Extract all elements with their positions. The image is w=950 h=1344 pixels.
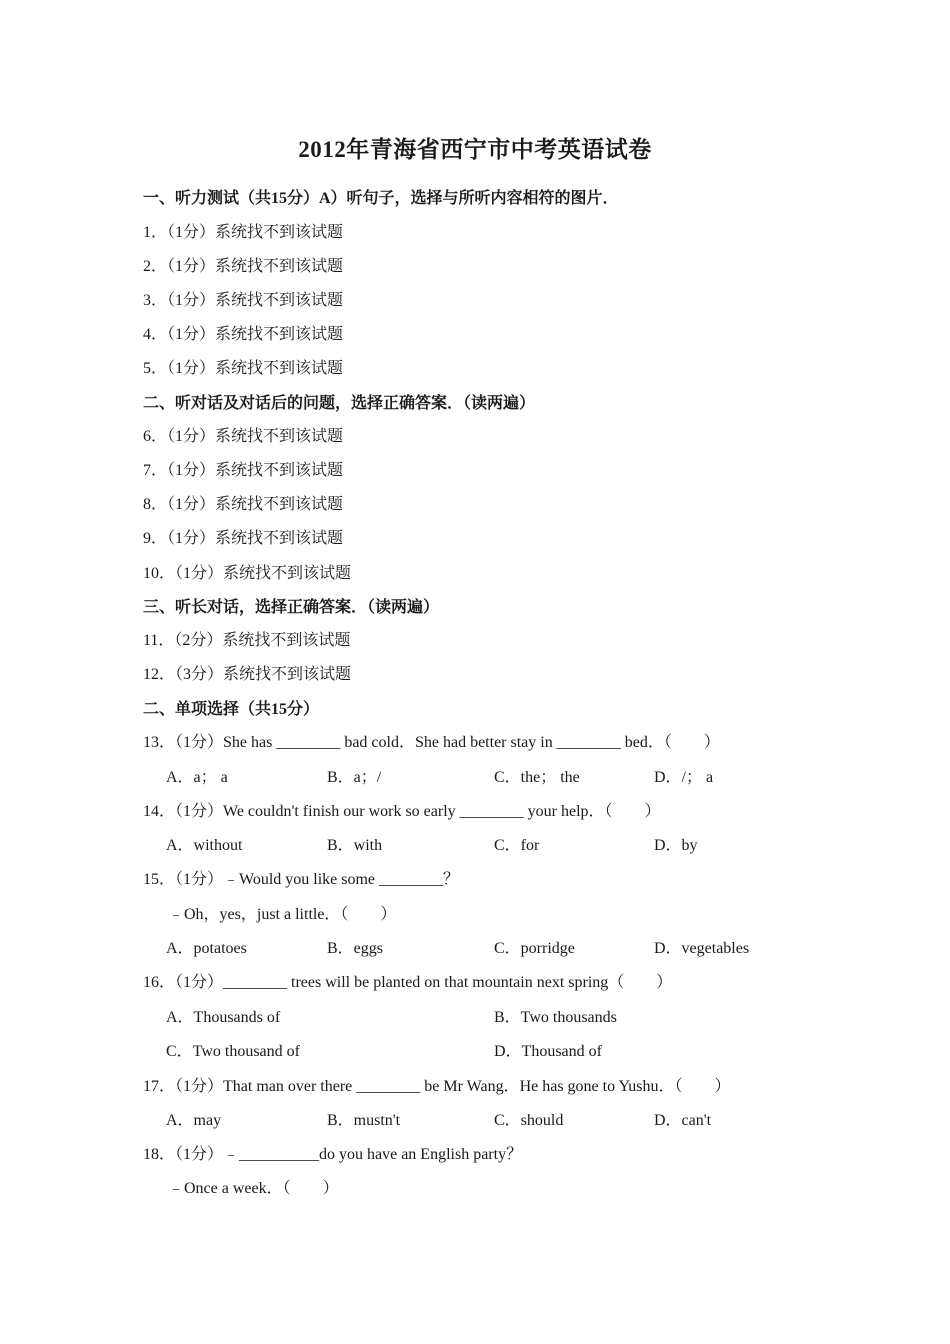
page-title: 2012年青海省西宁市中考英语试卷 — [298, 137, 652, 162]
question-15-option-b: B．eggs — [327, 940, 384, 957]
question-16-option-a: A．Thousands of — [166, 1009, 281, 1026]
question-3: 3．（1分）系统找不到该试题 — [143, 292, 344, 309]
question-13-option-c: C．the； the — [494, 769, 580, 786]
question-18: 18．（1分）﹣__________do you have an English party？ — [143, 1146, 523, 1163]
section-heading-long-dialogues: 三、听长对话，选择正确答案．（读两遍） — [143, 599, 440, 616]
question-16-option-d: D．Thousand of — [494, 1043, 602, 1060]
question-4: 4．（1分）系统找不到该试题 — [143, 326, 344, 343]
question-14-option-a: A．without — [166, 837, 243, 854]
section-heading-single-choice: 二、单项选择（共15分） — [143, 701, 320, 718]
question-1: 1．（1分）系统找不到该试题 — [143, 224, 344, 241]
question-6: 6．（1分）系统找不到该试题 — [143, 428, 344, 445]
question-9: 9．（1分）系统找不到该试题 — [143, 530, 344, 547]
question-17-option-a: A．may — [166, 1112, 222, 1129]
question-15-option-d: D．vegetables — [654, 940, 750, 957]
question-16-option-b: B．Two thousands — [494, 1009, 617, 1026]
question-13-option-b: B．a；/ — [327, 769, 382, 786]
question-15-option-a: A．potatoes — [166, 940, 247, 957]
question-15-reply: ﹣Oh，yes，just a little．（ ） — [168, 906, 397, 923]
question-17: 17．（1分）That man over there ________ be Mr Wang．He has gone to Yushu．（ ） — [143, 1078, 731, 1095]
question-14-option-c: C．for — [494, 837, 540, 854]
question-8: 8．（1分）系统找不到该试题 — [143, 496, 344, 513]
question-17-option-c: C．should — [494, 1112, 564, 1129]
question-11: 11．（2分）系统找不到该试题 — [143, 632, 351, 649]
section-heading-listening: 一、听力测试（共15分）A）听句子，选择与所听内容相符的图片． — [143, 190, 619, 207]
question-13: 13．（1分）She has ________ bad cold．She had better stay in ________ bed．（ ） — [143, 734, 720, 751]
question-16-option-c: C．Two thousand of — [166, 1043, 300, 1060]
question-12: 12．（3分）系统找不到该试题 — [143, 666, 352, 683]
question-7: 7．（1分）系统找不到该试题 — [143, 462, 344, 479]
question-15: 15．（1分）﹣Would you like some ________？ — [143, 871, 460, 888]
question-18-reply: ﹣Once a week．（ ） — [168, 1180, 339, 1197]
question-14-option-b: B．with — [327, 837, 383, 854]
question-15-option-c: C．porridge — [494, 940, 575, 957]
question-14: 14．（1分）We couldn't finish our work so early ________ your help．（ ） — [143, 803, 661, 820]
question-13-option-a: A．a； a — [166, 769, 228, 786]
question-13-option-d: D．/； a — [654, 769, 714, 786]
question-2: 2．（1分）系统找不到该试题 — [143, 258, 344, 275]
question-17-option-d: D．can't — [654, 1112, 712, 1129]
section-heading-dialogues: 二、听对话及对话后的问题，选择正确答案．（读两遍） — [143, 395, 536, 412]
question-10: 10．（1分）系统找不到该试题 — [143, 565, 352, 582]
question-17-option-b: B．mustn't — [327, 1112, 401, 1129]
question-5: 5．（1分）系统找不到该试题 — [143, 360, 344, 377]
question-14-option-d: D．by — [654, 837, 698, 854]
question-16: 16．（1分）________ trees will be planted on that mountain next spring（ ） — [143, 974, 673, 991]
